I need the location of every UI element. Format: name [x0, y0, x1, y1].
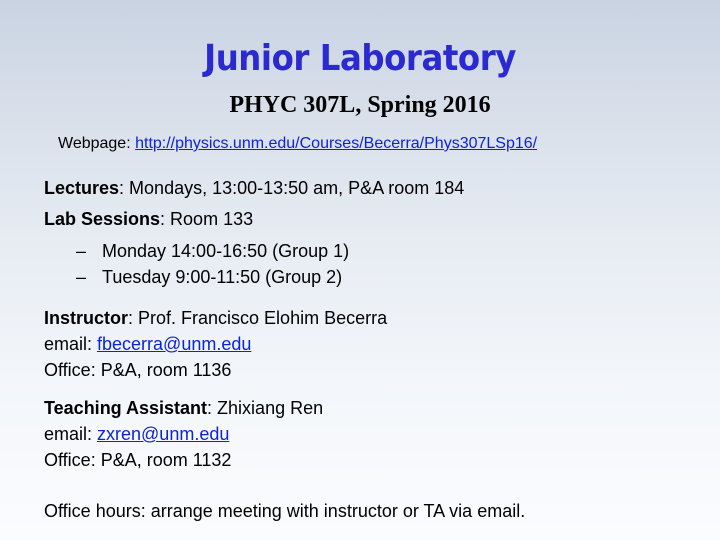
lab-sessions-text: : Room 133 [160, 209, 254, 229]
instructor-label: Instructor [44, 308, 129, 328]
dash-bullet: – [76, 241, 87, 261]
list-item [76, 241, 349, 262]
ta-email-link[interactable]: zxren@unm.edu [97, 424, 230, 444]
instructor-email-link[interactable]: fbecerra@unm.edu [97, 334, 252, 354]
ta-email-line [44, 424, 229, 445]
ta-line [44, 398, 323, 419]
ta-office: Office: P&A, room 1132 [44, 450, 232, 470]
lab-sessions-line [44, 209, 253, 230]
lab-sessions-label: Lab Sessions [44, 209, 161, 229]
instructor-office: Office: P&A, room 1136 [44, 360, 232, 380]
webpage-line [58, 135, 537, 153]
list-item [76, 267, 342, 288]
lab-session-group-1: Monday 14:00-16:50 (Group 1) [102, 241, 350, 261]
slide-title: Junior Laboratory [204, 38, 516, 79]
lectures-text: : Mondays, 13:00-13:50 am, P&A room 184 [119, 178, 465, 198]
ta-label: Teaching Assistant [44, 398, 208, 418]
office-hours: Office hours: arrange meeting with instructor or TA via email. [44, 501, 526, 521]
course-subtitle: PHYC 307L, Spring 2016 [229, 92, 491, 118]
lectures-label: Lectures [44, 178, 120, 198]
instructor-email-line [44, 334, 251, 355]
lab-session-group-2: Tuesday 9:00-11:50 (Group 2) [102, 267, 343, 287]
instructor-line [44, 308, 387, 329]
ta-email-label: email: [44, 424, 98, 444]
dash-bullet: – [76, 267, 87, 287]
lectures-line [44, 178, 464, 199]
webpage-label: Webpage: [58, 135, 136, 152]
ta-name: : Zhixiang Ren [207, 398, 324, 418]
instructor-name: : Prof. Francisco Elohim Becerra [128, 308, 388, 328]
webpage-link[interactable]: http://physics.unm.edu/Courses/Becerra/Phys307LSp16/ [135, 135, 538, 152]
instructor-email-label: email: [44, 334, 98, 354]
